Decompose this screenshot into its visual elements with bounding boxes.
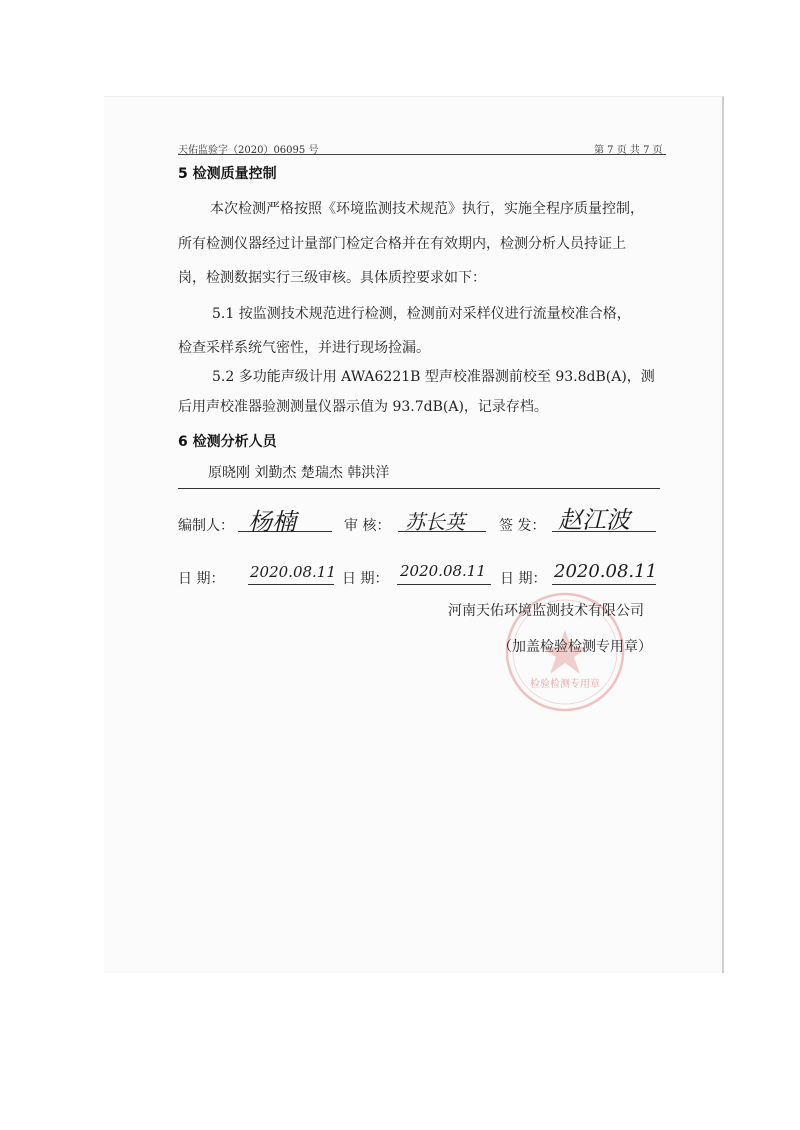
qc-item-5-1-line2: 检查采样系统气密性，并进行现场捡漏。	[178, 340, 430, 356]
reviewer-label: 审 核：	[344, 518, 391, 534]
issuer-label: 签 发：	[499, 518, 546, 534]
qc-item-5-1-line1: 5.1 按监测技术规范进行检测，检测前对采样仪进行流量校准合格，	[212, 306, 631, 322]
date-label-3: 日 期：	[500, 571, 547, 587]
qc-item-5-2-line1: 5.2 多功能声级计用 AWA6221B 型声校准器测前校至 93.8dB(A)，测	[212, 369, 655, 385]
names-rule	[178, 488, 660, 489]
report-number: 天佑监验字（2020）06095 号	[178, 145, 319, 156]
date-value-3: 2020.08.11	[554, 561, 658, 582]
date-line-3	[552, 584, 656, 585]
section5-paragraph-line2: 所有检测仪器经过计量部门检定合格并在有效期内，检测分析人员持证上	[178, 236, 626, 252]
compiler-label: 编制人：	[178, 518, 234, 534]
date-label-2: 日 期：	[342, 571, 389, 587]
company-name: 河南天佑环境监测技术有限公司	[448, 603, 644, 619]
reviewer-signature: 苏长英	[405, 510, 465, 534]
qc-item-5-2-line2: 后用声校准器验测测量仪器示值为 93.7dB(A)，记录存档。	[178, 399, 548, 415]
analyst-names: 原晓刚 刘勤杰 楚瑞杰 韩洪洋	[208, 465, 390, 481]
date-value-1: 2020.08.11	[250, 563, 336, 581]
section5-paragraph-line3: 岗，检测数据实行三级审核。具体质控要求如下：	[178, 270, 486, 286]
stamp-note: （加盖检验检测专用章）	[498, 639, 652, 655]
date-value-2: 2020.08.11	[400, 562, 486, 580]
section5-paragraph-line1: 本次检测严格按照《环境监测技术规范》执行，实施全程序质量控制，	[210, 201, 644, 217]
issuer-signature: 赵江波	[558, 506, 630, 534]
date-label-1: 日 期：	[178, 571, 225, 587]
section6-title: 6 检测分析人员	[178, 434, 277, 450]
header-rule	[178, 154, 666, 155]
section5-title: 5 检测质量控制	[178, 166, 277, 182]
date-line-2	[397, 584, 491, 585]
compiler-signature: 杨楠	[248, 508, 296, 536]
stamp-text: 检验检测专用章	[530, 679, 600, 690]
date-line-1	[248, 584, 334, 585]
page-indicator: 第 7 页 共 7 页	[594, 145, 663, 156]
